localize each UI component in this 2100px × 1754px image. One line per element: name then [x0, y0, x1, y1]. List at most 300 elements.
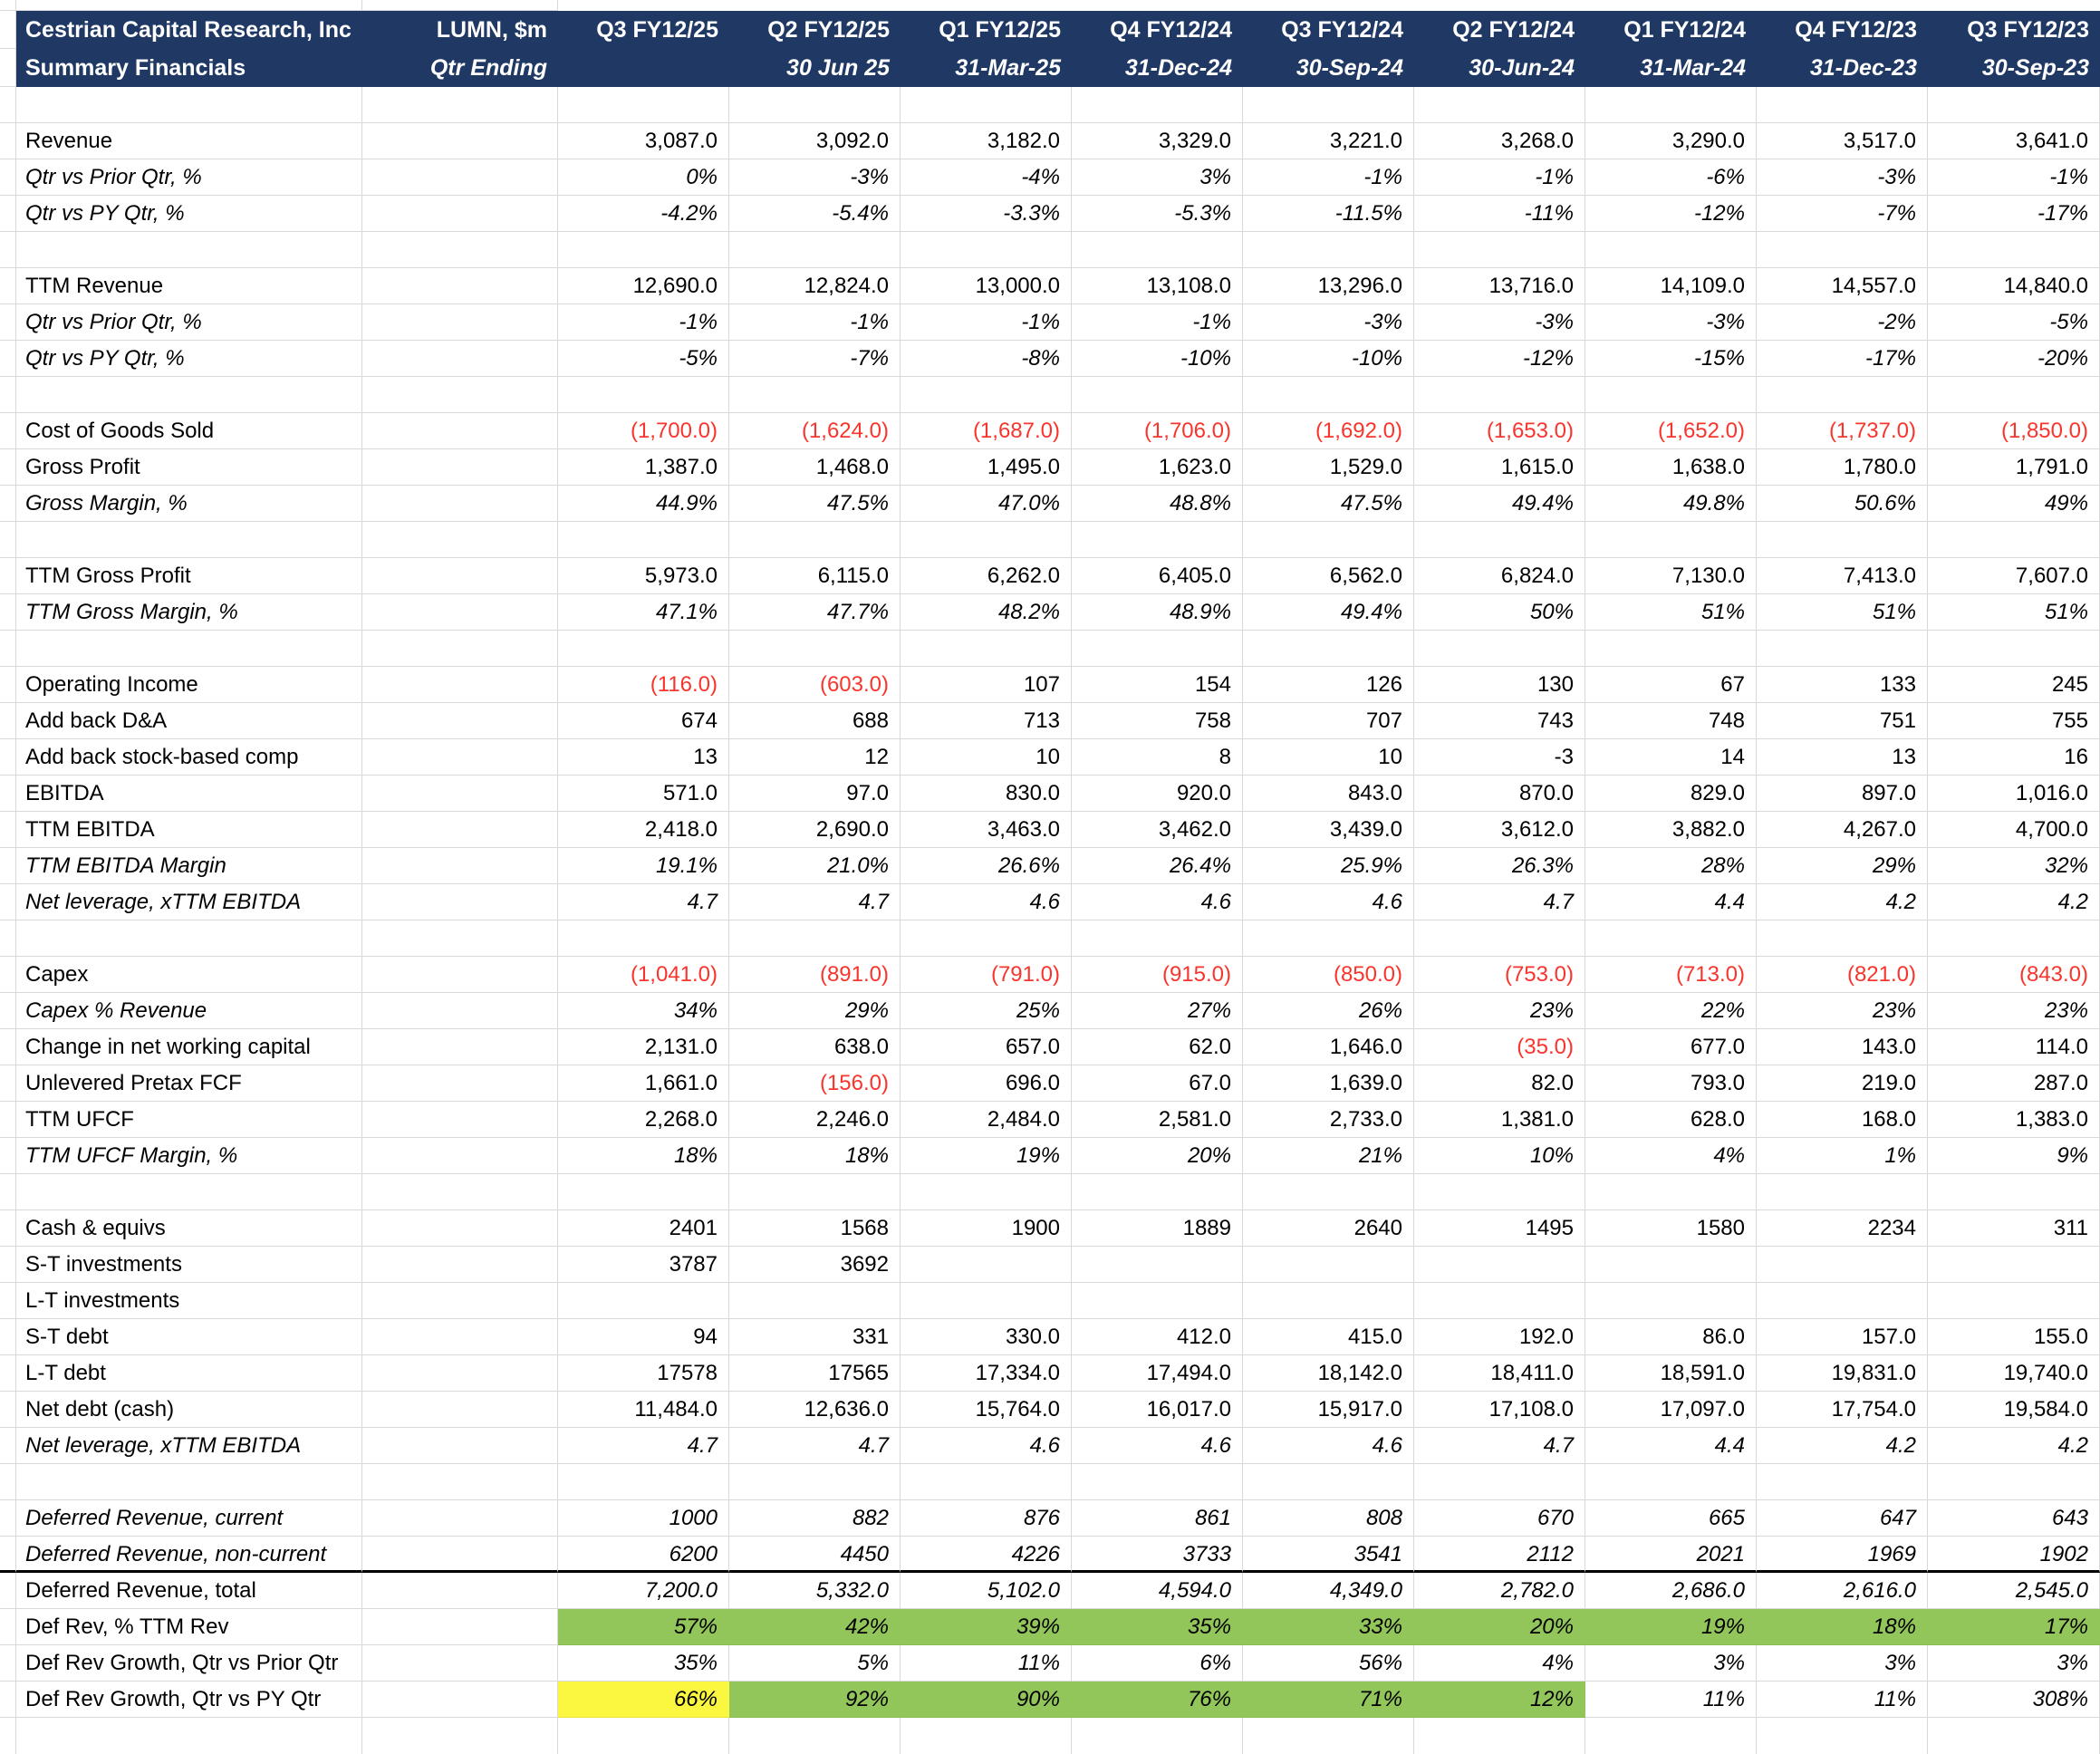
value-cell[interactable]: (1,850.0) [1928, 413, 2100, 449]
cell[interactable] [362, 1645, 558, 1682]
value-cell[interactable]: 0% [558, 159, 729, 196]
cell[interactable] [362, 594, 558, 631]
value-cell[interactable]: 2112 [1414, 1537, 1585, 1573]
cell[interactable] [362, 486, 558, 522]
value-cell[interactable] [1414, 1464, 1585, 1500]
cell[interactable] [0, 848, 16, 884]
row-label[interactable]: Deferred Revenue, current [16, 1500, 362, 1537]
value-cell[interactable]: 21% [1243, 1138, 1414, 1174]
cell[interactable] [0, 558, 16, 594]
value-cell[interactable] [729, 1464, 901, 1500]
value-cell[interactable] [1928, 522, 2100, 558]
value-cell[interactable]: 67.0 [1072, 1065, 1243, 1102]
value-cell[interactable]: 71% [1243, 1682, 1414, 1718]
value-cell[interactable] [901, 232, 1072, 268]
value-cell[interactable]: 51% [1928, 594, 2100, 631]
value-cell[interactable]: 42% [729, 1609, 901, 1645]
value-cell[interactable] [1585, 1283, 1757, 1319]
value-cell[interactable] [729, 1283, 901, 1319]
value-cell[interactable]: 3692 [729, 1247, 901, 1283]
value-cell[interactable]: 47.1% [558, 594, 729, 631]
value-cell[interactable] [1072, 522, 1243, 558]
value-cell[interactable]: 1,638.0 [1585, 449, 1757, 486]
cell[interactable] [16, 1174, 362, 1210]
value-cell[interactable]: 25% [901, 993, 1072, 1029]
value-cell[interactable]: 23% [1414, 993, 1585, 1029]
value-cell[interactable]: 2,686.0 [1585, 1573, 1757, 1609]
cell[interactable] [362, 993, 558, 1029]
value-cell[interactable]: 3,612.0 [1414, 812, 1585, 848]
row-label[interactable]: Deferred Revenue, total [16, 1573, 362, 1609]
value-cell[interactable] [901, 1718, 1072, 1754]
value-cell[interactable]: 4,594.0 [1072, 1573, 1243, 1609]
value-cell[interactable]: 4.6 [901, 884, 1072, 920]
row-label[interactable]: TTM UFCF Margin, % [16, 1138, 362, 1174]
cell[interactable] [0, 1428, 16, 1464]
value-cell[interactable]: 3541 [1243, 1537, 1414, 1573]
row-label[interactable]: Cash & equivs [16, 1210, 362, 1247]
value-cell[interactable]: 2,268.0 [558, 1102, 729, 1138]
cell[interactable] [0, 522, 16, 558]
value-cell[interactable]: -17% [1928, 196, 2100, 232]
value-cell[interactable]: -20% [1928, 341, 2100, 377]
value-cell[interactable]: -4.2% [558, 196, 729, 232]
value-cell[interactable]: -15% [1585, 341, 1757, 377]
value-cell[interactable] [1072, 1174, 1243, 1210]
cell[interactable] [362, 1392, 558, 1428]
cell[interactable] [362, 123, 558, 159]
value-cell[interactable]: 330.0 [901, 1319, 1072, 1355]
cell[interactable] [0, 232, 16, 268]
cell[interactable] [0, 1283, 16, 1319]
value-cell[interactable]: 29% [729, 993, 901, 1029]
value-cell[interactable]: 26% [1243, 993, 1414, 1029]
value-cell[interactable]: 17,108.0 [1414, 1392, 1585, 1428]
value-cell[interactable]: 47.0% [901, 486, 1072, 522]
value-cell[interactable]: 696.0 [901, 1065, 1072, 1102]
value-cell[interactable]: 192.0 [1414, 1319, 1585, 1355]
cell[interactable] [362, 957, 558, 993]
row-label[interactable]: Capex [16, 957, 362, 993]
value-cell[interactable] [1072, 920, 1243, 957]
row-label[interactable]: Qtr vs Prior Qtr, % [16, 159, 362, 196]
value-cell[interactable]: 97.0 [729, 776, 901, 812]
value-cell[interactable]: 4,349.0 [1243, 1573, 1414, 1609]
value-cell[interactable]: 12% [1414, 1682, 1585, 1718]
value-cell[interactable]: 5,973.0 [558, 558, 729, 594]
value-cell[interactable]: 3,087.0 [558, 123, 729, 159]
value-cell[interactable]: 1,529.0 [1243, 449, 1414, 486]
value-cell[interactable]: 3% [1928, 1645, 2100, 1682]
value-cell[interactable] [1928, 1718, 2100, 1754]
cell[interactable] [0, 1392, 16, 1428]
value-cell[interactable] [1928, 1283, 2100, 1319]
value-cell[interactable]: 4.6 [1243, 1428, 1414, 1464]
cell[interactable] [0, 957, 16, 993]
value-cell[interactable]: 5% [729, 1645, 901, 1682]
value-cell[interactable]: 882 [729, 1500, 901, 1537]
row-label[interactable]: TTM Gross Profit [16, 558, 362, 594]
value-cell[interactable] [1414, 522, 1585, 558]
value-cell[interactable]: 647 [1757, 1500, 1928, 1537]
value-cell[interactable]: 3733 [1072, 1537, 1243, 1573]
cell[interactable] [0, 631, 16, 667]
value-cell[interactable]: 35% [1072, 1609, 1243, 1645]
value-cell[interactable]: 19,740.0 [1928, 1355, 2100, 1392]
value-cell[interactable]: 5,332.0 [729, 1573, 901, 1609]
value-cell[interactable]: 157.0 [1757, 1319, 1928, 1355]
row-label[interactable]: Gross Margin, % [16, 486, 362, 522]
cell[interactable] [0, 1682, 16, 1718]
row-label[interactable]: Add back D&A [16, 703, 362, 739]
cell[interactable] [362, 413, 558, 449]
value-cell[interactable]: 6,115.0 [729, 558, 901, 594]
value-cell[interactable]: 2640 [1243, 1210, 1414, 1247]
value-cell[interactable]: (1,041.0) [558, 957, 729, 993]
value-cell[interactable]: 1568 [729, 1210, 901, 1247]
value-cell[interactable]: 92% [729, 1682, 901, 1718]
value-cell[interactable] [558, 1464, 729, 1500]
value-cell[interactable]: 4.7 [1414, 884, 1585, 920]
value-cell[interactable]: 13,296.0 [1243, 268, 1414, 304]
value-cell[interactable]: 4.6 [901, 1428, 1072, 1464]
value-cell[interactable]: 48.8% [1072, 486, 1243, 522]
value-cell[interactable]: 67 [1585, 667, 1757, 703]
value-cell[interactable]: 18% [729, 1138, 901, 1174]
value-cell[interactable]: 707 [1243, 703, 1414, 739]
value-cell[interactable] [1928, 1247, 2100, 1283]
value-cell[interactable]: 25.9% [1243, 848, 1414, 884]
value-cell[interactable] [558, 1718, 729, 1754]
value-cell[interactable]: 843.0 [1243, 776, 1414, 812]
cell[interactable] [362, 159, 558, 196]
value-cell[interactable]: 13 [558, 739, 729, 776]
cell[interactable] [362, 739, 558, 776]
value-cell[interactable] [1585, 631, 1757, 667]
cell[interactable] [0, 993, 16, 1029]
row-label[interactable]: Qtr vs Prior Qtr, % [16, 304, 362, 341]
value-cell[interactable]: 758 [1072, 703, 1243, 739]
value-cell[interactable]: 2,581.0 [1072, 1102, 1243, 1138]
value-cell[interactable]: 2234 [1757, 1210, 1928, 1247]
value-cell[interactable]: 3,329.0 [1072, 123, 1243, 159]
value-cell[interactable]: 14,557.0 [1757, 268, 1928, 304]
value-cell[interactable]: 10 [901, 739, 1072, 776]
cell[interactable] [0, 1537, 16, 1573]
row-label[interactable]: Def Rev Growth, Qtr vs Prior Qtr [16, 1645, 362, 1682]
value-cell[interactable]: 12,824.0 [729, 268, 901, 304]
value-cell[interactable] [1072, 87, 1243, 123]
value-cell[interactable] [1414, 377, 1585, 413]
value-cell[interactable] [901, 631, 1072, 667]
value-cell[interactable]: 47.7% [729, 594, 901, 631]
value-cell[interactable]: 755 [1928, 703, 2100, 739]
value-cell[interactable] [558, 87, 729, 123]
value-cell[interactable]: (850.0) [1243, 957, 1414, 993]
value-cell[interactable]: 56% [1243, 1645, 1414, 1682]
cell[interactable] [362, 1174, 558, 1210]
value-cell[interactable] [901, 1247, 1072, 1283]
value-cell[interactable]: 4% [1585, 1138, 1757, 1174]
value-cell[interactable]: 19,584.0 [1928, 1392, 2100, 1428]
value-cell[interactable]: 287.0 [1928, 1065, 2100, 1102]
cell[interactable] [362, 1355, 558, 1392]
cell[interactable] [362, 341, 558, 377]
value-cell[interactable]: 4.7 [558, 884, 729, 920]
value-cell[interactable]: 6,824.0 [1414, 558, 1585, 594]
value-cell[interactable] [1072, 377, 1243, 413]
value-cell[interactable]: 245 [1928, 667, 2100, 703]
value-cell[interactable]: 1,016.0 [1928, 776, 2100, 812]
value-cell[interactable]: 50.6% [1757, 486, 1928, 522]
value-cell[interactable]: 2,616.0 [1757, 1573, 1928, 1609]
value-cell[interactable] [901, 522, 1072, 558]
value-cell[interactable]: 2,690.0 [729, 812, 901, 848]
cell[interactable] [362, 812, 558, 848]
value-cell[interactable]: 674 [558, 703, 729, 739]
row-label[interactable]: L-T investments [16, 1283, 362, 1319]
row-label[interactable]: Net leverage, xTTM EBITDA [16, 1428, 362, 1464]
value-cell[interactable]: 1,383.0 [1928, 1102, 2100, 1138]
value-cell[interactable] [558, 920, 729, 957]
value-cell[interactable]: 1,639.0 [1243, 1065, 1414, 1102]
value-cell[interactable]: 643 [1928, 1500, 2100, 1537]
value-cell[interactable]: 48.2% [901, 594, 1072, 631]
value-cell[interactable]: 3787 [558, 1247, 729, 1283]
value-cell[interactable]: 2,782.0 [1414, 1573, 1585, 1609]
cell[interactable] [0, 341, 16, 377]
value-cell[interactable] [1928, 920, 2100, 957]
value-cell[interactable] [901, 87, 1072, 123]
value-cell[interactable]: 17,097.0 [1585, 1392, 1757, 1428]
cell[interactable] [16, 920, 362, 957]
value-cell[interactable]: -10% [1243, 341, 1414, 377]
value-cell[interactable]: (1,624.0) [729, 413, 901, 449]
value-cell[interactable]: 665 [1585, 1500, 1757, 1537]
cell[interactable] [362, 304, 558, 341]
cell[interactable] [0, 486, 16, 522]
value-cell[interactable]: 130 [1414, 667, 1585, 703]
value-cell[interactable] [729, 232, 901, 268]
value-cell[interactable]: 4.4 [1585, 1428, 1757, 1464]
value-cell[interactable] [901, 1283, 1072, 1319]
value-cell[interactable]: 1,791.0 [1928, 449, 2100, 486]
value-cell[interactable]: 7,130.0 [1585, 558, 1757, 594]
value-cell[interactable]: 47.5% [1243, 486, 1414, 522]
cell[interactable] [0, 413, 16, 449]
value-cell[interactable]: -1% [1928, 159, 2100, 196]
value-cell[interactable]: 920.0 [1072, 776, 1243, 812]
cell[interactable] [0, 1174, 16, 1210]
value-cell[interactable]: -3% [1585, 304, 1757, 341]
value-cell[interactable]: 155.0 [1928, 1319, 2100, 1355]
value-cell[interactable]: -5% [558, 341, 729, 377]
value-cell[interactable]: 1000 [558, 1500, 729, 1537]
value-cell[interactable] [1072, 1247, 1243, 1283]
cell[interactable] [362, 558, 558, 594]
row-label[interactable]: TTM UFCF [16, 1102, 362, 1138]
value-cell[interactable] [558, 377, 729, 413]
value-cell[interactable]: (843.0) [1928, 957, 2100, 993]
value-cell[interactable]: 154 [1072, 667, 1243, 703]
value-cell[interactable] [1585, 1464, 1757, 1500]
value-cell[interactable]: 39% [901, 1609, 1072, 1645]
value-cell[interactable]: 50% [1414, 594, 1585, 631]
value-cell[interactable]: 4.2 [1757, 1428, 1928, 1464]
value-cell[interactable]: 6,562.0 [1243, 558, 1414, 594]
value-cell[interactable]: 628.0 [1585, 1102, 1757, 1138]
value-cell[interactable] [1414, 1174, 1585, 1210]
value-cell[interactable] [1928, 1174, 2100, 1210]
value-cell[interactable]: 677.0 [1585, 1029, 1757, 1065]
value-cell[interactable] [1414, 1718, 1585, 1754]
cell[interactable] [362, 1682, 558, 1718]
cell[interactable] [0, 703, 16, 739]
value-cell[interactable]: 808 [1243, 1500, 1414, 1537]
value-cell[interactable] [1585, 522, 1757, 558]
value-cell[interactable]: 1,615.0 [1414, 449, 1585, 486]
cell[interactable] [362, 87, 558, 123]
value-cell[interactable]: 86.0 [1585, 1319, 1757, 1355]
value-cell[interactable] [1585, 1247, 1757, 1283]
value-cell[interactable]: 133 [1757, 667, 1928, 703]
value-cell[interactable] [1072, 1464, 1243, 1500]
value-cell[interactable]: 82.0 [1414, 1065, 1585, 1102]
cell[interactable] [362, 1537, 558, 1573]
value-cell[interactable]: 713 [901, 703, 1072, 739]
value-cell[interactable]: -12% [1585, 196, 1757, 232]
value-cell[interactable]: 4.7 [558, 1428, 729, 1464]
value-cell[interactable]: 34% [558, 993, 729, 1029]
value-cell[interactable]: (603.0) [729, 667, 901, 703]
cell[interactable] [0, 268, 16, 304]
value-cell[interactable]: -1% [1072, 304, 1243, 341]
value-cell[interactable]: 2,733.0 [1243, 1102, 1414, 1138]
value-cell[interactable]: 11,484.0 [558, 1392, 729, 1428]
value-cell[interactable]: 2401 [558, 1210, 729, 1247]
cell[interactable] [362, 1138, 558, 1174]
value-cell[interactable]: -1% [901, 304, 1072, 341]
cell[interactable] [0, 594, 16, 631]
value-cell[interactable]: 7,200.0 [558, 1573, 729, 1609]
value-cell[interactable]: 29% [1757, 848, 1928, 884]
value-cell[interactable]: 1,381.0 [1414, 1102, 1585, 1138]
cell[interactable] [16, 522, 362, 558]
cell[interactable] [0, 304, 16, 341]
value-cell[interactable]: 3% [1585, 1645, 1757, 1682]
value-cell[interactable]: 4.6 [1072, 1428, 1243, 1464]
value-cell[interactable]: 1902 [1928, 1537, 2100, 1573]
value-cell[interactable]: 1,387.0 [558, 449, 729, 486]
cell[interactable] [16, 87, 362, 123]
value-cell[interactable]: 51% [1585, 594, 1757, 631]
value-cell[interactable] [1243, 377, 1414, 413]
value-cell[interactable]: (821.0) [1757, 957, 1928, 993]
value-cell[interactable] [729, 1718, 901, 1754]
value-cell[interactable]: 28% [1585, 848, 1757, 884]
value-cell[interactable]: 76% [1072, 1682, 1243, 1718]
value-cell[interactable]: 1889 [1072, 1210, 1243, 1247]
value-cell[interactable]: 19% [901, 1138, 1072, 1174]
value-cell[interactable]: -6% [1585, 159, 1757, 196]
value-cell[interactable]: 21.0% [729, 848, 901, 884]
cell[interactable] [362, 1319, 558, 1355]
value-cell[interactable]: (891.0) [729, 957, 901, 993]
value-cell[interactable]: 8 [1072, 739, 1243, 776]
value-cell[interactable]: 2,545.0 [1928, 1573, 2100, 1609]
value-cell[interactable] [1243, 1718, 1414, 1754]
value-cell[interactable]: 22% [1585, 993, 1757, 1029]
value-cell[interactable]: 19.1% [558, 848, 729, 884]
value-cell[interactable]: (1,700.0) [558, 413, 729, 449]
value-cell[interactable]: 14,109.0 [1585, 268, 1757, 304]
value-cell[interactable]: 11% [1585, 1682, 1757, 1718]
value-cell[interactable]: 27% [1072, 993, 1243, 1029]
row-label[interactable]: Def Rev Growth, Qtr vs PY Qtr [16, 1682, 362, 1718]
value-cell[interactable]: 15,917.0 [1243, 1392, 1414, 1428]
value-cell[interactable]: 3,182.0 [901, 123, 1072, 159]
cell[interactable] [362, 1718, 558, 1754]
value-cell[interactable]: 23% [1928, 993, 2100, 1029]
value-cell[interactable]: 20% [1414, 1609, 1585, 1645]
value-cell[interactable]: 688 [729, 703, 901, 739]
value-cell[interactable]: 143.0 [1757, 1029, 1928, 1065]
cell[interactable] [0, 87, 16, 123]
value-cell[interactable]: 12,636.0 [729, 1392, 901, 1428]
value-cell[interactable]: -3% [1414, 304, 1585, 341]
value-cell[interactable]: 90% [901, 1682, 1072, 1718]
value-cell[interactable]: 18,411.0 [1414, 1355, 1585, 1392]
row-label[interactable]: L-T debt [16, 1355, 362, 1392]
cell[interactable] [362, 196, 558, 232]
value-cell[interactable]: 16 [1928, 739, 2100, 776]
value-cell[interactable]: 47.5% [729, 486, 901, 522]
cell[interactable] [362, 920, 558, 957]
value-cell[interactable]: 219.0 [1757, 1065, 1928, 1102]
value-cell[interactable] [558, 631, 729, 667]
value-cell[interactable]: 17,494.0 [1072, 1355, 1243, 1392]
value-cell[interactable]: 1,780.0 [1757, 449, 1928, 486]
row-label[interactable]: Qtr vs PY Qtr, % [16, 196, 362, 232]
value-cell[interactable]: -10% [1072, 341, 1243, 377]
value-cell[interactable]: 2,484.0 [901, 1102, 1072, 1138]
cell[interactable] [362, 703, 558, 739]
value-cell[interactable] [1585, 920, 1757, 957]
value-cell[interactable]: -3 [1414, 739, 1585, 776]
value-cell[interactable]: 1,623.0 [1072, 449, 1243, 486]
value-cell[interactable]: 415.0 [1243, 1319, 1414, 1355]
value-cell[interactable] [1928, 377, 2100, 413]
row-label[interactable]: Change in net working capital [16, 1029, 362, 1065]
value-cell[interactable]: 4.6 [1072, 884, 1243, 920]
value-cell[interactable]: -5.3% [1072, 196, 1243, 232]
value-cell[interactable]: (1,653.0) [1414, 413, 1585, 449]
row-label[interactable]: Unlevered Pretax FCF [16, 1065, 362, 1102]
value-cell[interactable]: (156.0) [729, 1065, 901, 1102]
cell[interactable] [362, 1065, 558, 1102]
cell[interactable] [0, 159, 16, 196]
value-cell[interactable]: 4,700.0 [1928, 812, 2100, 848]
cell[interactable] [0, 812, 16, 848]
value-cell[interactable] [1585, 87, 1757, 123]
value-cell[interactable]: 2,418.0 [558, 812, 729, 848]
value-cell[interactable] [729, 87, 901, 123]
value-cell[interactable]: -1% [558, 304, 729, 341]
cell[interactable] [0, 1609, 16, 1645]
value-cell[interactable]: 17578 [558, 1355, 729, 1392]
value-cell[interactable]: 168.0 [1757, 1102, 1928, 1138]
value-cell[interactable]: 6% [1072, 1645, 1243, 1682]
